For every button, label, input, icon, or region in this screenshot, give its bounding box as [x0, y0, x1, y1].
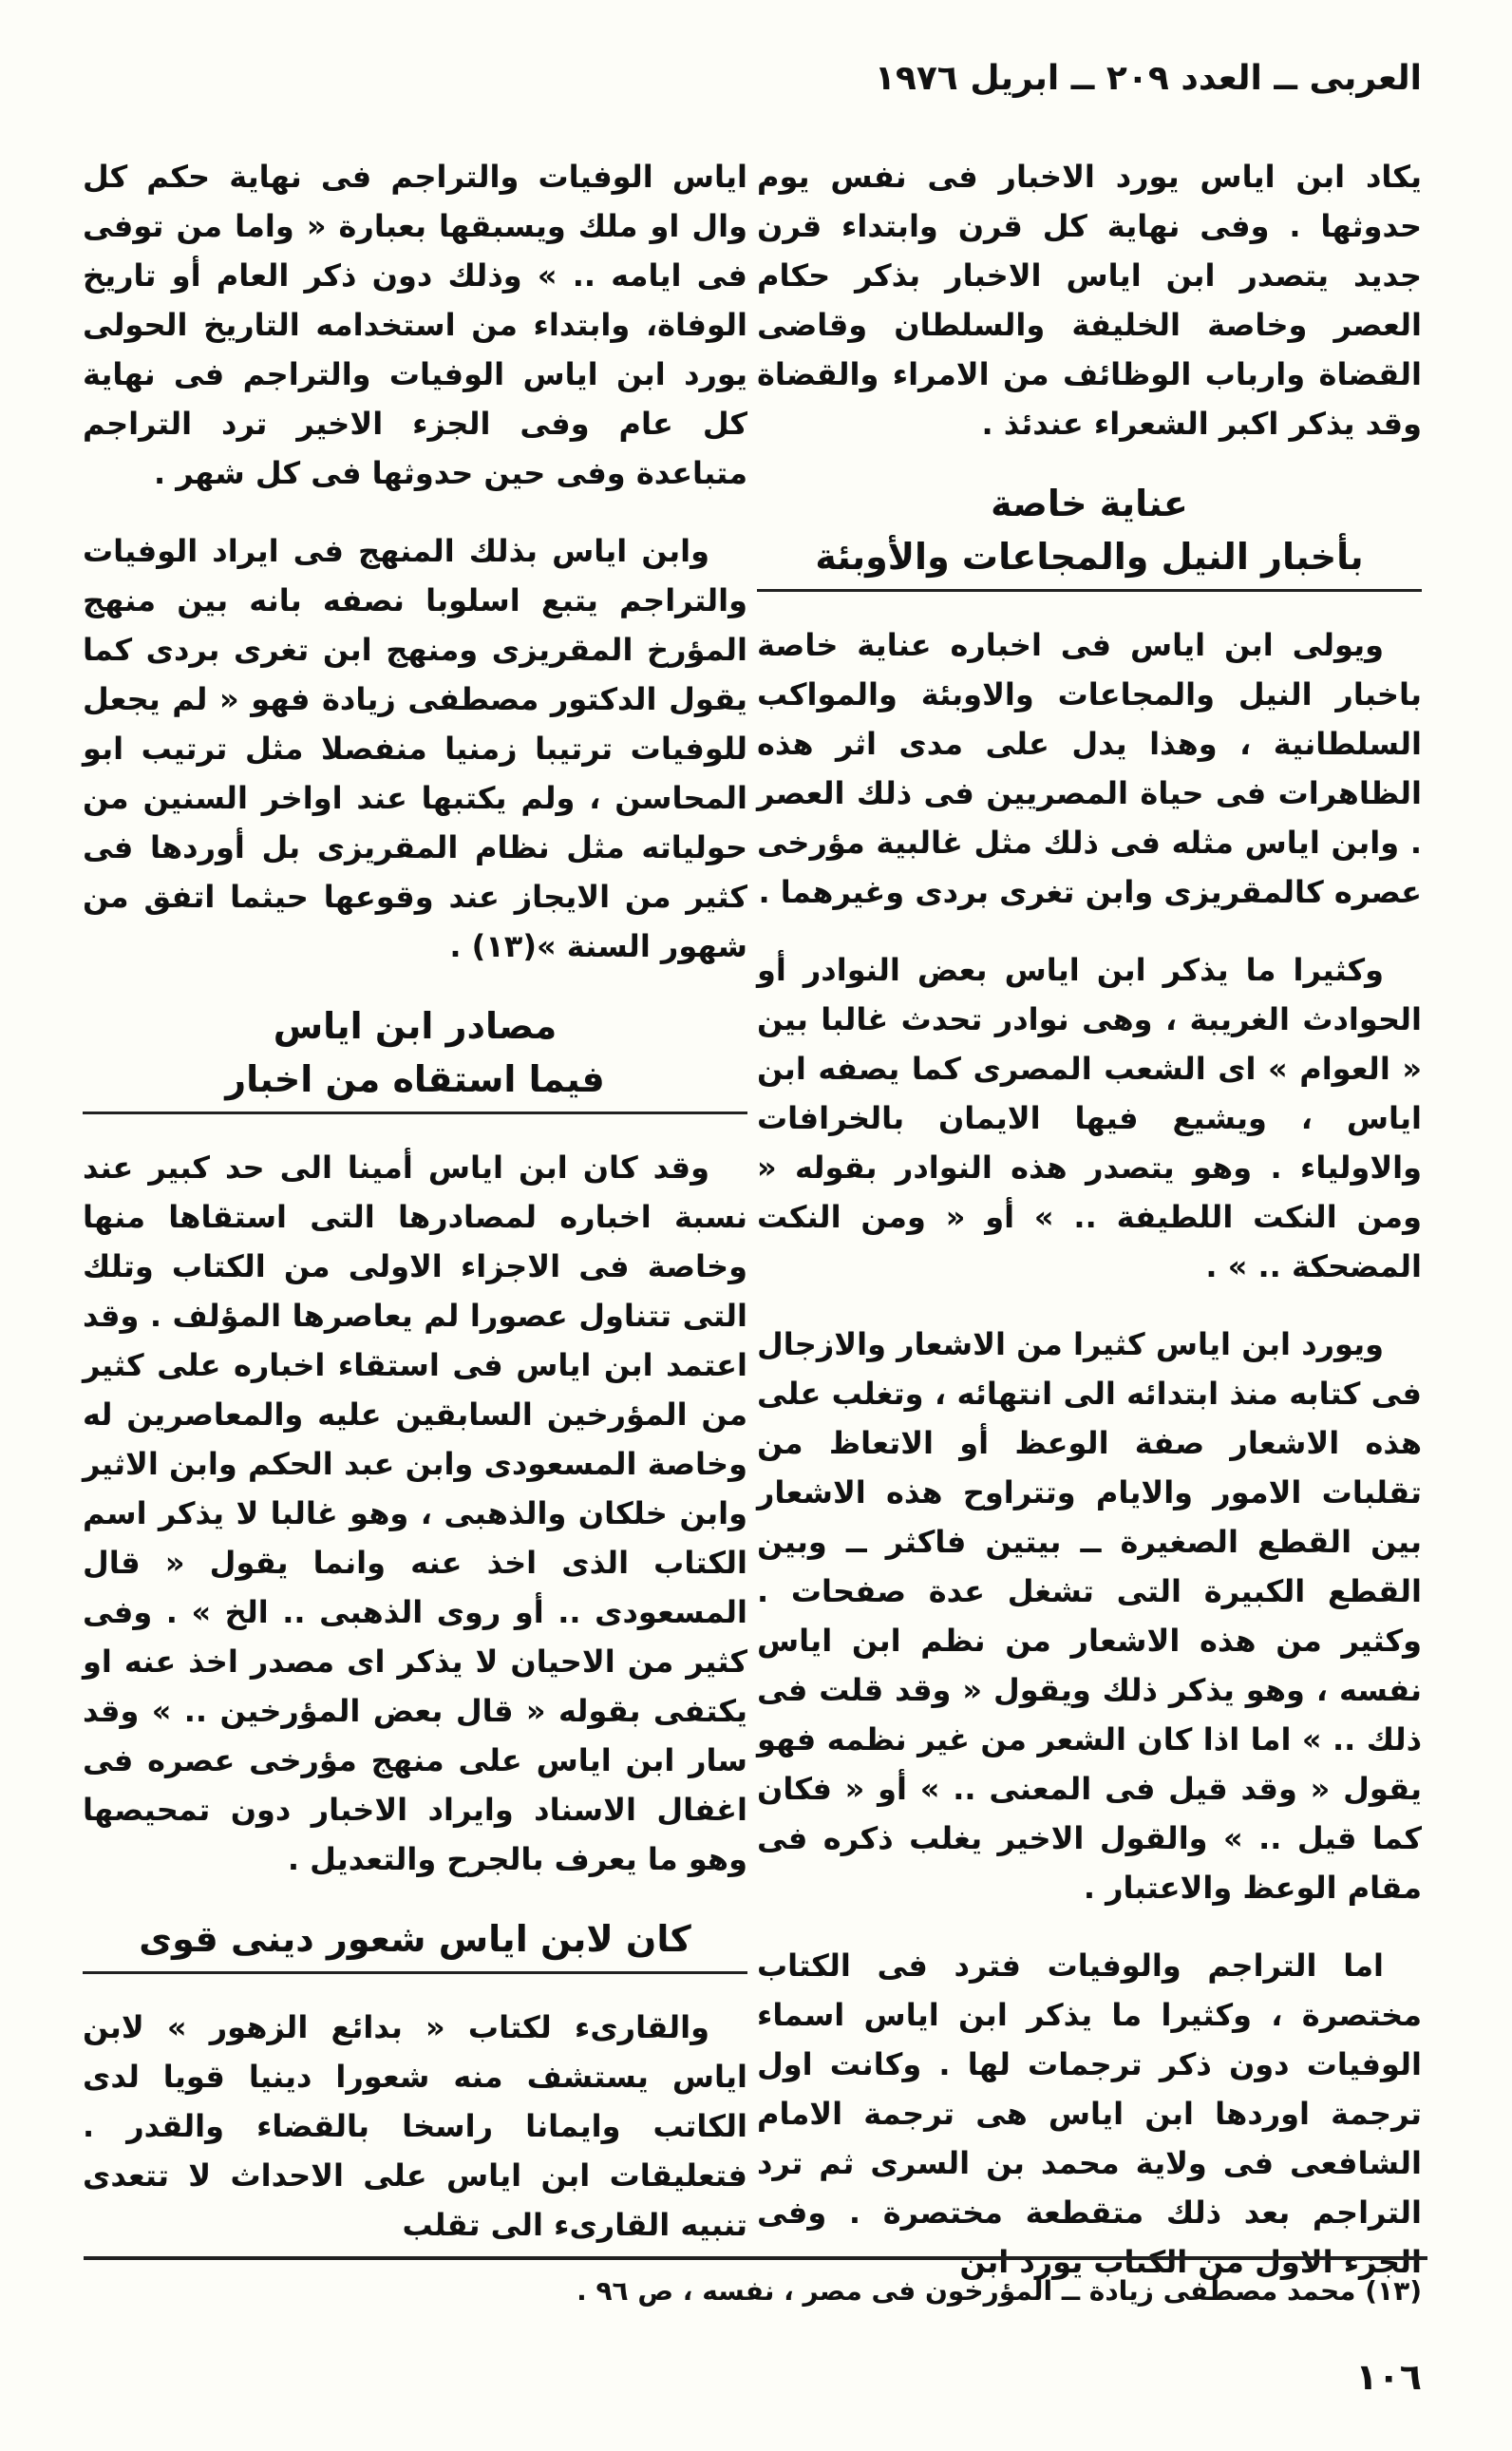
paragraph: وقد كان ابن اياس أمينا الى حد كبير عند نسبة اخباره لمصادرها التى استقاها منها وخاصة فى الاجزاء الاولى من الكتاب وتلك التى تتناول عصورا لم يعاصرها المؤلف . وقد اعتمد ابن اياس فى استقاء اخباره على كثير من المؤرخين السابقين عليه والمعاصرين له وخاصة المسعودى وابن عبد الحكم وابن الاثير وابن خلكان والذهبى ، وهو غالبا لا يذكر اسم الكتاب الذى اخذ عنه وانما يقول « قال المسعودى .. أو روى الذهبى .. الخ » . وفى كثير من الاحيان لا يذكر اى مصدر اخذ عنه او يكتفى بقوله « قال بعض المؤرخين .. » وقد سار ابن اياس على منهج مؤرخى عصره فى اغفال الاسناد وايراد الاخبار دون تمحيصها وهو ما يعرف بالجرح والتعديل . [83, 1150, 747, 1877]
paragraph: ويورد ابن اياس كثيرا من الاشعار والازجال فى كتابه منذ ابتدائه الى انتهائه ، وتغلب على هذه الاشعار صفة الوعظ أو الاتعاظ من تقلبات الامور والايام وتتراوح هذه الاشعار بين القطع الصغيرة ــ بيتين فاكثر ــ وبين القطع الكبيرة التى تشغل عدة صفحات . وكثير من هذه الاشعار من نظم ابن اياس نفسه ، وهو يذكر ذلك ويقول « وقد قلت فى ذلك .. » اما اذا كان الشعر من غير نظمه فهو يقول « وقد قيل فى المعنى .. » أو « فكان كما قيل .. » والقول الاخير يغلب ذكره فى مقام الوعظ والاعتبار . [757, 1326, 1422, 1906]
left-column [83, 152, 747, 2278]
section-heading [83, 999, 747, 1114]
paragraph: اياس الوفيات والتراجم فى نهاية حكم كل وال او ملك ويسبقها بعبارة « واما من توفى فى ايامه .. » وذلك دون ذكر العام أو تاريخ الوفاة، وابتداء من استخدامه التاريخ الحولى يورد ابن اياس الوفيات والتراجم فى نهاية كل عام وفى الجزء الاخير ترد التراجم متباعدة وفى حين حدوثها فى كل شهر . [83, 159, 747, 491]
footnote: (١٣) محمد مصطفى زيادة ــ المؤرخون فى مصر ، نفسه ، ص ٩٦ . [576, 2275, 1422, 2307]
paragraph: وكثيرا ما يذكر ابن اياس بعض النوادر أو الحوادث الغريبة ، وهى نوادر تحدث غالبا بين « العوام » اى الشعب المصرى كما يصفه ابن اياس ، ويشيع فيها الايمان بالخرافات والاولياء . وهو يتصدر هذه النوادر بقوله « ومن النكت اللطيفة .. » أو « ومن النكت المضحكة .. » . [757, 952, 1422, 1284]
heading-line: فيما استقاه من اخبار [83, 1053, 747, 1114]
paragraph: ويولى ابن اياس فى اخباره عناية خاصة باخبار النيل والمجاعات والاوبئة والمواكب السلطانية ، وهذا يدل على مدى اثر هذه الظاهرات فى حياة المصريين فى ذلك العصر . وابن اياس مثله فى ذلك مثل غالبية مؤرخى عصره كالمقريزى وابن تغرى بردى وغيرهما . [757, 627, 1422, 910]
footnote-divider [84, 2256, 1427, 2260]
paragraph: وابن اياس بذلك المنهج فى ايراد الوفيات والتراجم يتبع اسلوبا نصفه بانه بين منهج المؤرخ المقريزى ومنهج ابن تغرى بردى كما يقول الدكتور مصطفى زيادة فهو « لم يجعل للوفيات ترتيبا زمنيا منفصلا مثل ترتيب ابو المحاسن ، ولم يكتبها عند اواخر السنين من حولياته مثل نظام المقريزى بل أوردها فى كثير من الايجاز عند وقوعها حيثما اتفق من شهور السنة »(١٣) . [83, 533, 747, 964]
heading-line: كان لابن اياس شعور دينى قوى [83, 1912, 747, 1974]
paragraph: يكاد ابن اياس يورد الاخبار فى نفس يوم حدوثها . وفى نهاية كل قرن وابتداء قرن جديد يتصدر ابن اياس الاخبار بذكر حكام العصر وخاصة الخليفة والسلطان وقاضى القضاة وارباب الوظائف من الامراء والقضاة وقد يذكر اكبر الشعراء عندئذ . [757, 159, 1422, 442]
heading-line: عناية خاصة [991, 483, 1188, 524]
heading-line: مصادر ابن اياس [273, 1005, 558, 1047]
paragraph: والقارىء لكتاب « بدائع الزهور » لابن اياس يستشف منه شعورا دينيا قويا لدى الكاتب وايمانا راسخا بالقضاء والقدر . فتعليقات ابن اياس على الاحداث لا تتعدى تنبيه القارىء الى تقلب [83, 2009, 747, 2243]
heading-line: بأخبار النيل والمجاعات والأوبئة [757, 530, 1422, 592]
page-number: ١٠٦ [1355, 2356, 1422, 2398]
right-column [757, 152, 1422, 2315]
section-heading [757, 477, 1422, 592]
section-heading [83, 1912, 747, 1974]
paragraph: اما التراجم والوفيات فترد فى الكتاب مختصرة ، وكثيرا ما يذكر ابن اياس اسماء الوفيات دون ذكر ترجمات لها . وكانت اول ترجمة اوردها ابن اياس هى ترجمة الامام الشافعى فى ولاية محمد بن السرى ثم ترد التراجم بعد ذلك متقطعة مختصرة . وفى الجزء الاول من الكتاب يورد ابن [757, 1948, 1422, 2280]
running-header: العربى ــ العدد ٢٠٩ ــ ابريل ١٩٧٦ [874, 59, 1422, 98]
